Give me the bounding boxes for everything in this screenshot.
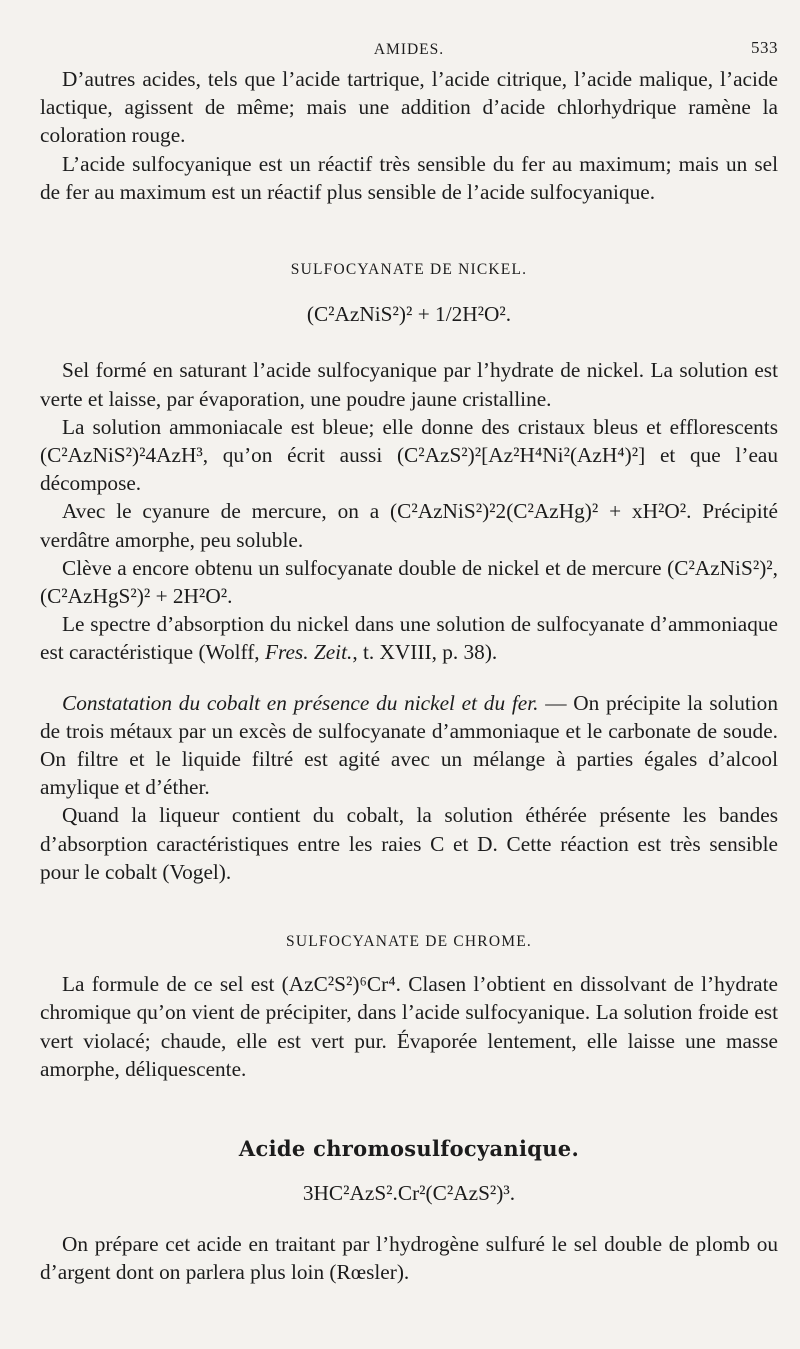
intro-paragraph-1: D’autres acides, tels que l’acide tartrique, l’acide citrique, l’acide malique, l’acide lactique, agissent de même; mais une addition d’acide chlorhydrique ramène la coloration rouge. [40, 67, 778, 148]
cobalt-subheading: Constatation du cobalt en présence du nickel et du fer. [62, 690, 539, 715]
spectre-text-end: , t. XVIII, p. 38). [352, 640, 498, 665]
spectre-text-start: Le spectre d’absorption du nickel dans une solution de sulfocyanate d’ammoniaque est caractéristique (Wolff, [40, 612, 778, 665]
page-header [40, 34, 778, 56]
section-title-nickel: SULFOCYANATE DE NICKEL. [290, 261, 528, 279]
cobalt-text: — On précipite la solution de trois métaux par un excès de sulfocyanate d’ammoniaque et le carbonate de soude. On filtre et le liquide filtré est agité avec un mélange à parties égales d’alcool amylique et d’éther. [40, 690, 778, 800]
journal-citation: Fres. Zeit. [264, 640, 353, 665]
cobalt-paragraph-2: Quand la liqueur contient du cobalt, la solution éthérée présente les bandes d’absorption caractéristiques entre les raies C et D. Cette réaction est très sensible pour le cobalt (Vogel). [40, 803, 778, 884]
chrome-paragraph: La formule de ce sel est (AzC²S²)⁶Cr⁴. Clasen l’obtient en dissolvant de l’hydrate chromique qu’on vient de précipiter, dans l’acide sulfocyanique. La solution froide est vert violacé; chaude, elle est vert pur. Évaporée lentement, elle laisse une masse amorphe, déliquescente. [40, 972, 778, 1081]
paragraph-gap [40, 667, 778, 689]
page-number: 533 [751, 38, 778, 57]
intro-paragraph-2: L’acide sulfocyanique est un réactif très sensible du fer au maximum; mais un sel de fer au maximum est un réactif plus sensible de l’acide sulfocyanique. [40, 151, 778, 204]
section-title-chrome: SULFOCYANATE DE CHROME. [286, 933, 532, 951]
nickel-paragraph-1: Sel formé en saturant l’acide sulfocyanique par l’hydrate de nickel. La solution est verte et laisse, par évaporation, une poudre jaune cristalline. [40, 358, 778, 411]
nickel-formula: (C²AzNiS²)² + 1/2H²O². [306, 302, 512, 327]
running-title: AMIDES. [373, 41, 445, 58]
chromo-acid-paragraph: On prépare cet acide en traitant par l’hydrogène sulfuré le sel double de plomb ou d’argent dont on parlera plus loin (Rœsler). [40, 1231, 778, 1284]
nickel-paragraph-3: Avec le cyanure de mercure, on a (C²AzNiS²)²2(C²AzHg)² + xH²O². Précipité verdâtre amorphe, peu soluble. [40, 499, 778, 552]
nickel-paragraph-2: La solution ammoniacale est bleue; elle donne des cristaux bleus et efflorescents (C²AzNiS²)²4AzH³, qu’on écrit aussi (C²AzS²)²[Az²H⁴Ni²(AzH⁴)²] et que l’eau décompose. [40, 414, 778, 496]
nickel-paragraph-5 [40, 610, 778, 666]
chromo-acid-formula: 3HC²AzS².Cr²(C²AzS²)³. [302, 1181, 516, 1206]
chromo-acid-heading: Acide chromosulfocyanique. [238, 1136, 580, 1162]
nickel-paragraph-4: Clève a encore obtenu un sulfocyanate double de nickel et de mercure (C²AzNiS²)²,(C²AzHgS²)² + 2H²O². [40, 555, 778, 609]
cobalt-paragraph [40, 689, 778, 802]
